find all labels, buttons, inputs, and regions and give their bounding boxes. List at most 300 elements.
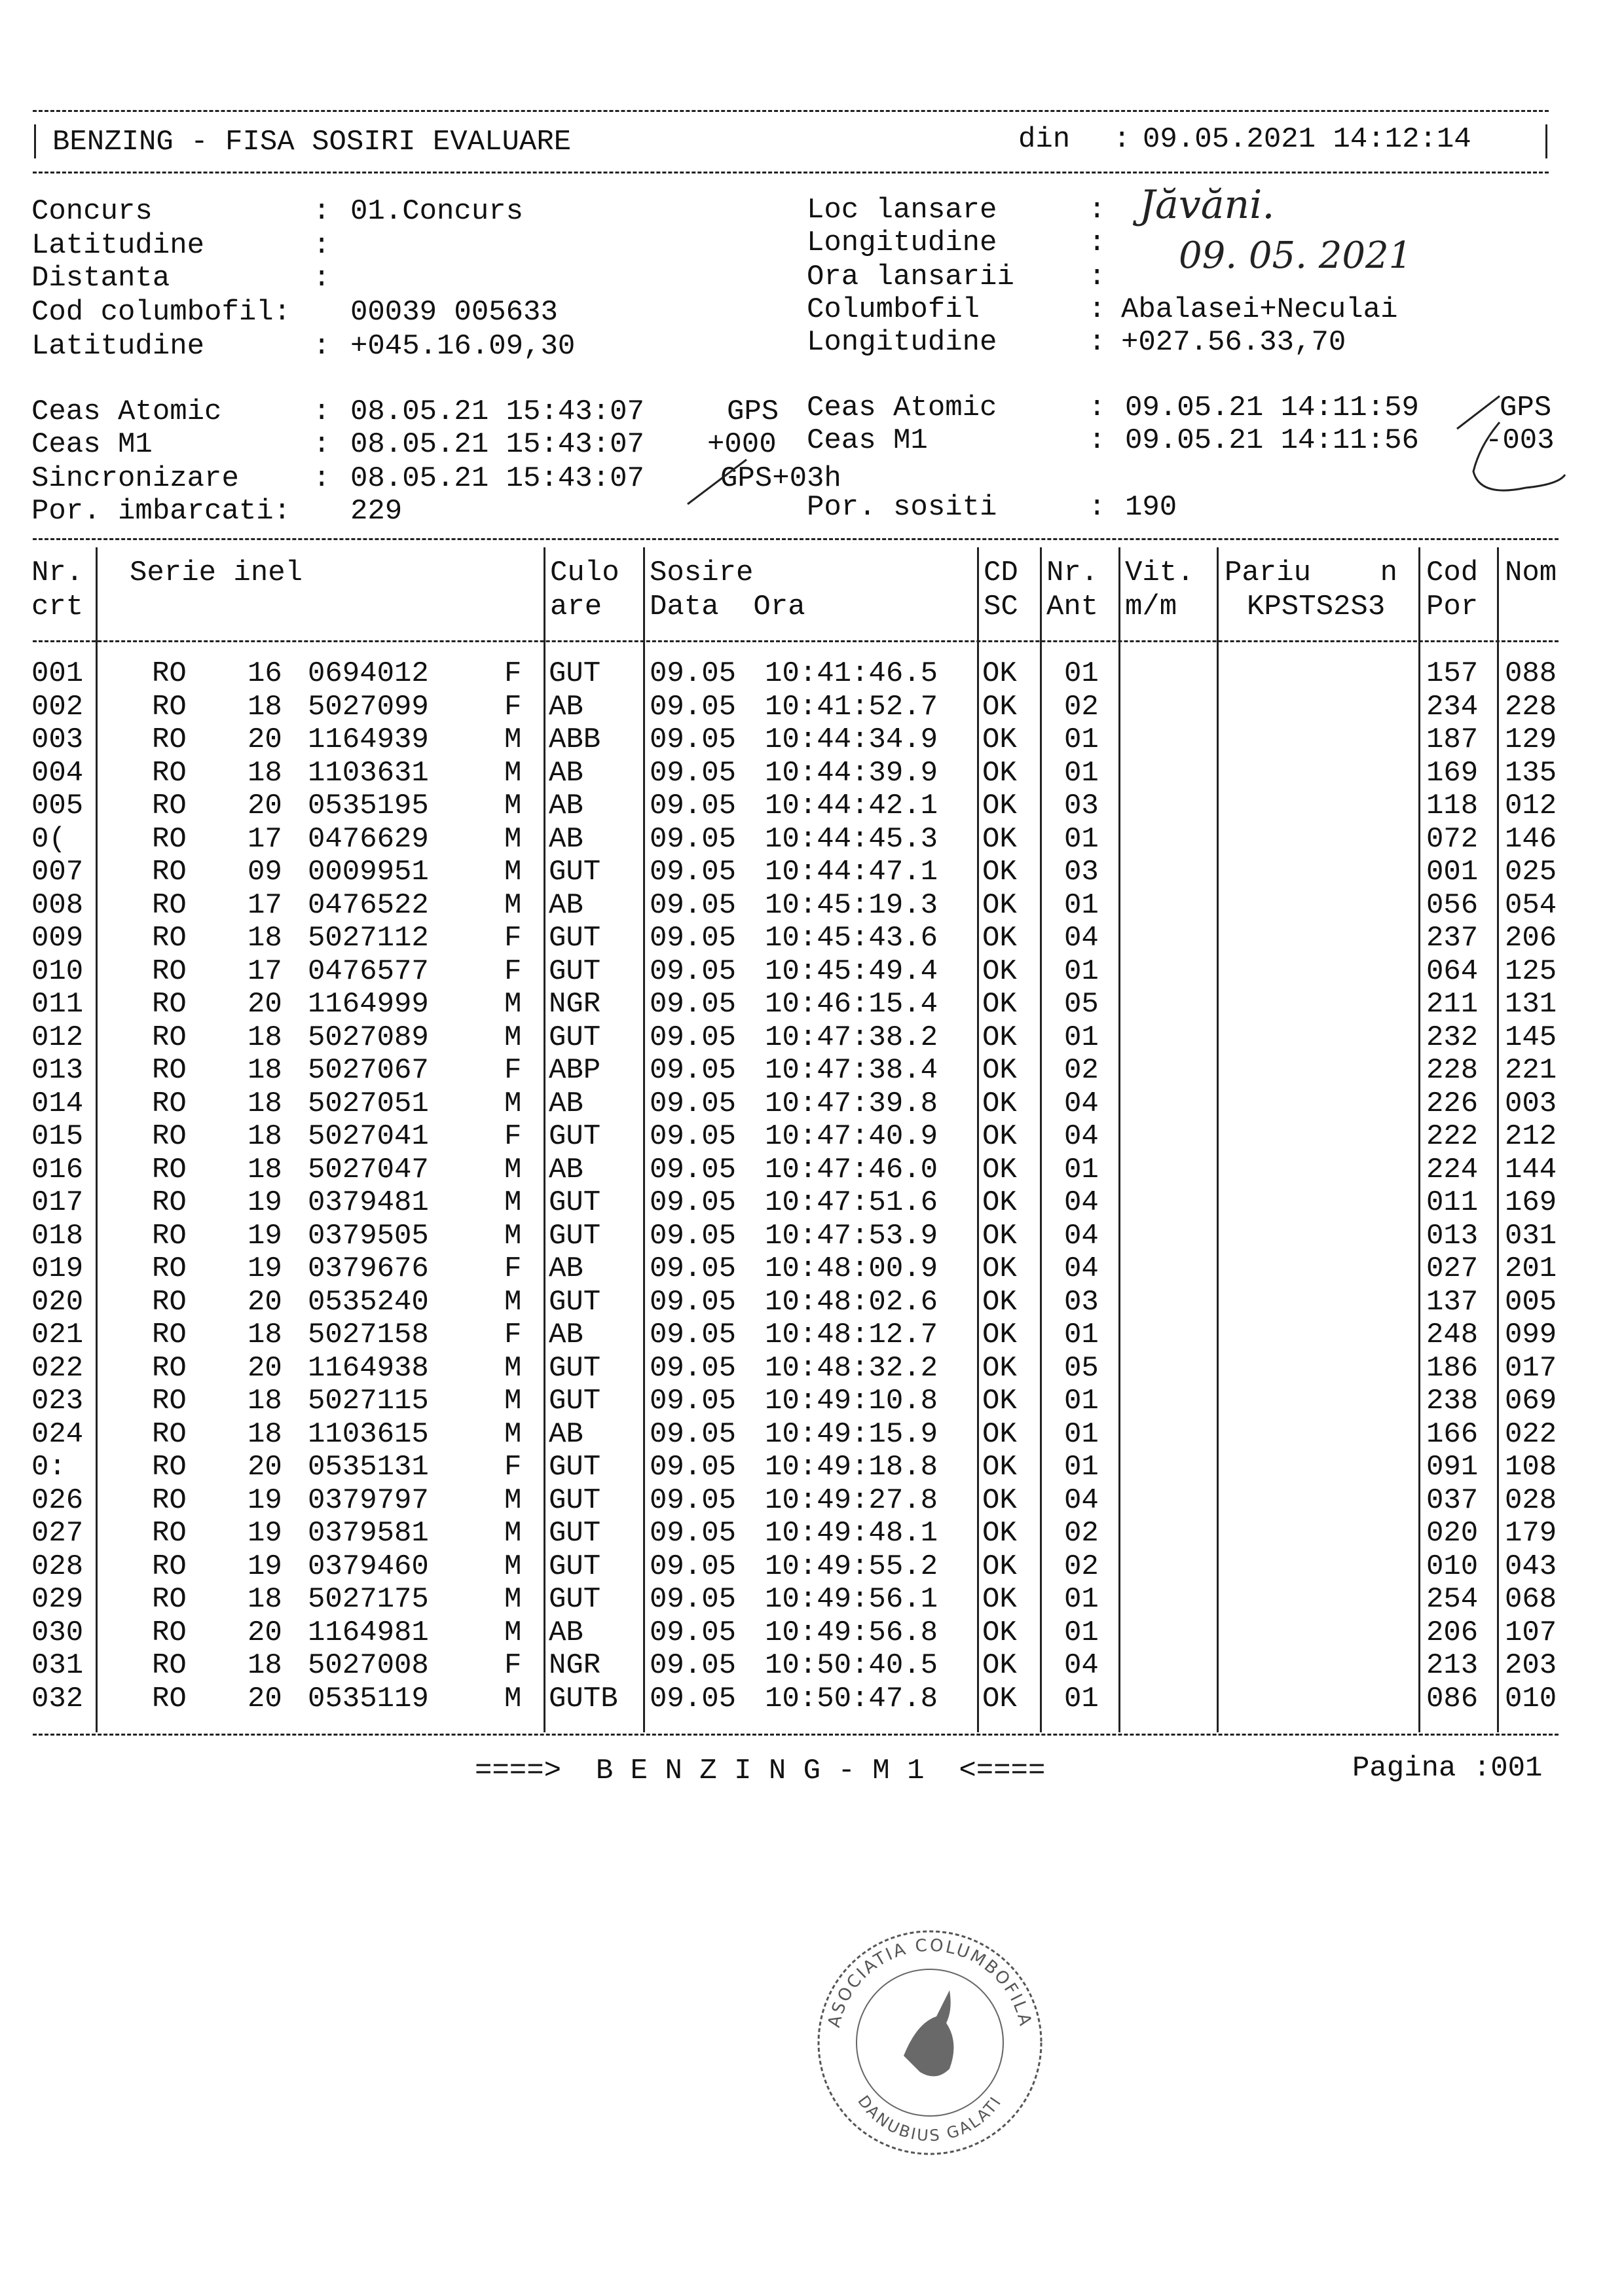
- row-nr-ant: 04: [1064, 1120, 1099, 1153]
- row-nom: 031: [1505, 1219, 1557, 1252]
- header-vit: Vit.: [1125, 556, 1194, 589]
- table-row: [0, 757, 1624, 790]
- row-country: RO: [152, 1186, 187, 1219]
- row-time: 10:45:43.6: [765, 922, 938, 955]
- row-time: 10:47:40.9: [765, 1120, 938, 1153]
- row-year: 17: [248, 955, 282, 988]
- info-label: Columbofil: [807, 293, 980, 326]
- row-time: 10:48:02.6: [765, 1285, 938, 1319]
- row-nom: 212: [1505, 1120, 1557, 1153]
- row-country: RO: [152, 922, 187, 955]
- table-row: [0, 1352, 1624, 1385]
- header-nr-2: crt: [31, 591, 84, 623]
- row-year: 18: [248, 1054, 282, 1087]
- row-cod-por: 248: [1426, 1319, 1479, 1351]
- table-row: [0, 1583, 1624, 1616]
- row-ring: 1103631: [308, 756, 429, 790]
- row-country: RO: [152, 1417, 187, 1451]
- table-row: [0, 691, 1624, 723]
- row-cdsc: OK: [982, 790, 1017, 822]
- row-nom: 146: [1505, 822, 1557, 856]
- header-nr: Nr.: [31, 556, 84, 589]
- row-color: GUT: [549, 1451, 601, 1484]
- row-nr: 018: [31, 1219, 84, 1252]
- header-culoare: Culo: [550, 556, 619, 589]
- row-date: 09.05: [650, 1186, 737, 1219]
- clock-label: Ceas Atomic: [807, 392, 997, 424]
- clock-label: Ceas M1: [31, 428, 153, 461]
- table-row: [0, 1220, 1624, 1252]
- row-cod-por: 011: [1426, 1186, 1479, 1219]
- row-nr: 021: [31, 1319, 84, 1351]
- table-top-border: [33, 538, 1559, 540]
- row-nr: 016: [31, 1153, 84, 1186]
- row-time: 10:48:32.2: [765, 1351, 938, 1385]
- row-cod-por: 211: [1426, 988, 1479, 1021]
- row-nr: 002: [31, 690, 84, 723]
- row-year: 19: [248, 1252, 282, 1285]
- row-nr: 022: [31, 1351, 84, 1385]
- row-time: 10:49:56.8: [765, 1616, 938, 1649]
- row-nom: 012: [1505, 790, 1557, 822]
- row-nr-ant: 04: [1064, 1649, 1099, 1682]
- row-color: AB: [549, 822, 583, 856]
- row-sex: M: [504, 1550, 522, 1583]
- table-row: [0, 1616, 1624, 1649]
- row-color: GUT: [549, 1484, 601, 1517]
- row-nr: 013: [31, 1054, 84, 1087]
- row-sex: M: [504, 988, 522, 1021]
- row-nr-ant: 01: [1064, 1616, 1099, 1649]
- row-date: 09.05: [650, 1417, 737, 1451]
- row-country: RO: [152, 955, 187, 988]
- table-row: [0, 1385, 1624, 1417]
- row-time: 10:44:45.3: [765, 822, 938, 856]
- clock-label: Por. imbarcati:: [31, 495, 291, 528]
- document-page: BENZING - FISA SOSIRI EVALUARE din : 09.05.2021 14:12:14 Concurs : 01.Concurs Latitudine : Distanta : Cod columbofil: 00039 005633 Latitudine : +045.16.09,30 Loc lansare : Longitudine : Ora lansarii : Columbofil : Abalasei+Neculai Longitudine : +027.56.33,70 Jăvăni. 09. 05. 2021 Ceas Atomic : 08.05.21 15:43:07 GPS Ceas M1 : 08.05.21 15:43:07 +000 Sincronizare : 08.05.21 15:43:07 GPS+03h Por. imbarcati: 229 Ceas Atomic : 09.05.21 14:11:59 GPS Ceas M1 : 09.05.21 14:11:56 -003 Por. sositi : 190 Nr. crt Serie inel Culo are Sosire Data Ora CD SC Nr. Ant Vit. m/m Pariu n KPSTS2S3 Cod Por Nom 001 RO 16 0694012 F GUT 09.05 10:41:46.5 OK 01 157 088 002 RO 18 5027099 F AB 09.05 10:41:52.7 OK 02 234 228 003 RO 20 1164939 M ABB 09.05 10:44:34.9 OK 01 187 129 004 RO 18 1103631 M AB 09.05 10:44:39.9 OK 01 169 135 005 RO 20 0535195 M AB 09.05 10:44:42.1 OK 03 118 012 0( RO 17 0476629 M AB 09.05 10:44:45.3 OK 01 072 146 007 RO 09 0009951 M GUT 09.05 10:44:47.1 OK 03 001 025 008 RO 17 0476522 M AB 09.05 10:45:19.3 OK 01 056 054 009 RO 18 5027112 F GUT 09.05 10:45:43.6 OK 04 237 206 010 RO 17 0476577 F GUT 09.05 10:45:49.4 OK 01 064 125 011 RO 20 1164999 M NGR 09.05 10:46:15.4 OK 05 211 131 012 RO 18 5027089 M GUT 09.05 10:47:38.2 OK 01 232 145 013 RO 18 5027067 F ABP 09.05 10:47:38.4 OK 02 228 221 014 RO 18 5027051 M AB 09.05 10:47:39.8 OK 04 226 003 015 RO 18 5027041 F GUT 09.05 10:47:40.9 OK 04 222 212 016 RO 18 5027047 M AB 09.05 10:47:46.0 OK 01 224 144 017 RO 19 0379481 M GUT 09.05 10:47:51.6 OK 04 011 169 018 RO 19 0379505 M GUT 09.05 10:47:53.9 OK 04 013 031 019 RO 19 0379676 F AB 09.05 10:48:00.9 OK 04 027 201 020 RO 20 0535240 M GUT 09.05 10:48:02.6 OK 03 137 005 021 RO 18 5027158 F AB 09.05 10:48:12.7 OK 01 248 099 022 RO 20 1164938 M GUT 09.05 10:48:32.2 OK 05 186 017 023 RO 18 5027115 M GUT 09.05 10:49:10.8 OK 01 238 069 024 RO 18 1103615 M AB 09.05 10:49:15.9 OK 01 166 022 0: RO 20 0535131 F GUT 09.05 10:49:18.8 OK 01 091 108 026 RO 19 0379797 M GUT 09.05 10:49:27.8 OK 04 037 028 027 RO 19 0379581 M GUT 09.05 10:49:48.1 OK 02 020 179 028 RO 19 0379460 M GUT 09.05 10:49:55.2 OK 02 010 043 029 RO 18 5027175 M GUT 09.05 10:49:56.1 OK 01 254 068 030 RO 20 1164981 M AB 09.05 10:49:56.8 OK 01 206 107 031 RO 18 5027008 F NGR 09.05 10:50:40.5 OK 04 213 203 032 RO 20 0535119 M GUTB 09.05 10:50:47.8 OK 01 086 010 ====> B E N Z I N G - M 1 <==== Pagina :001 ASOCIATIA COLUMBOFILA DANUBIUS GALATI: [0, 0, 1624, 2296]
- row-cdsc: OK: [982, 1682, 1017, 1715]
- row-color: ABB: [549, 723, 601, 756]
- row-color: AB: [549, 1616, 583, 1649]
- row-country: RO: [152, 988, 187, 1021]
- row-ring: 0535119: [308, 1682, 429, 1715]
- row-nom: 068: [1505, 1583, 1557, 1616]
- row-time: 10:47:38.4: [765, 1054, 938, 1087]
- row-nom: 028: [1505, 1484, 1557, 1517]
- row-date: 09.05: [650, 1583, 737, 1616]
- row-date: 09.05: [650, 723, 737, 756]
- row-year: 18: [248, 1385, 282, 1417]
- row-year: 19: [248, 1186, 282, 1219]
- row-ring: 0009951: [308, 856, 429, 888]
- row-nr: 010: [31, 955, 84, 988]
- table-row: [0, 723, 1624, 756]
- row-nom: 022: [1505, 1417, 1557, 1451]
- row-time: 10:44:47.1: [765, 856, 938, 888]
- row-year: 18: [248, 1087, 282, 1120]
- row-nr-ant: 04: [1064, 922, 1099, 955]
- row-cod-por: 226: [1426, 1087, 1479, 1120]
- stamp-text-top: ASOCIATIA COLUMBOFILA: [824, 1935, 1036, 2030]
- row-time: 10:49:56.1: [765, 1583, 938, 1616]
- row-ring: 0379460: [308, 1550, 429, 1583]
- row-date: 09.05: [650, 1087, 737, 1120]
- table-row: [0, 1186, 1624, 1219]
- row-cdsc: OK: [982, 1517, 1017, 1550]
- row-sex: M: [504, 1616, 522, 1649]
- handwritten-date: 09. 05. 2021: [1179, 234, 1412, 277]
- row-nom: 017: [1505, 1351, 1557, 1385]
- row-color: AB: [549, 1319, 583, 1351]
- row-year: 18: [248, 1649, 282, 1682]
- info-label: Distanta: [31, 262, 170, 295]
- row-time: 10:46:15.4: [765, 988, 938, 1021]
- row-nr: 001: [31, 657, 84, 690]
- row-sex: M: [504, 888, 522, 922]
- row-country: RO: [152, 1550, 187, 1583]
- table-row: [0, 922, 1624, 955]
- table-row: [0, 1517, 1624, 1550]
- table-row: [0, 889, 1624, 922]
- row-sex: M: [504, 1087, 522, 1120]
- row-sex: M: [504, 723, 522, 756]
- table-row: [0, 823, 1624, 856]
- row-color: AB: [549, 1417, 583, 1451]
- row-date: 09.05: [650, 690, 737, 723]
- row-ring: 1164999: [308, 988, 429, 1021]
- clock-extra: GPS+03h: [720, 462, 841, 495]
- row-cdsc: OK: [982, 1417, 1017, 1451]
- row-cod-por: 228: [1426, 1054, 1479, 1087]
- row-color: NGR: [549, 988, 601, 1021]
- row-nr-ant: 01: [1064, 1417, 1099, 1451]
- row-cod-por: 118: [1426, 790, 1479, 822]
- row-nr-ant: 01: [1064, 723, 1099, 756]
- clock-value: 09.05.21 14:11:59: [1125, 392, 1419, 424]
- row-nom: 169: [1505, 1186, 1557, 1219]
- row-color: GUT: [549, 1517, 601, 1550]
- row-color: GUT: [549, 657, 601, 690]
- row-date: 09.05: [650, 1120, 737, 1153]
- row-nom: 043: [1505, 1550, 1557, 1583]
- row-country: RO: [152, 1252, 187, 1285]
- row-country: RO: [152, 856, 187, 888]
- row-time: 10:49:10.8: [765, 1385, 938, 1417]
- row-date: 09.05: [650, 1153, 737, 1186]
- row-color: AB: [549, 888, 583, 922]
- row-color: GUT: [549, 1219, 601, 1252]
- row-country: RO: [152, 1120, 187, 1153]
- row-nr-ant: 04: [1064, 1186, 1099, 1219]
- table-row: [0, 1286, 1624, 1319]
- row-color: AB: [549, 1153, 583, 1186]
- row-color: GUT: [549, 856, 601, 888]
- info-value: 00039 005633: [350, 296, 558, 329]
- row-cdsc: OK: [982, 1219, 1017, 1252]
- row-nr-ant: 02: [1064, 1517, 1099, 1550]
- row-country: RO: [152, 1319, 187, 1351]
- row-country: RO: [152, 1219, 187, 1252]
- row-nom: 144: [1505, 1153, 1557, 1186]
- row-cod-por: 186: [1426, 1351, 1479, 1385]
- row-nr: 019: [31, 1252, 84, 1285]
- row-date: 09.05: [650, 1285, 737, 1319]
- row-ring: 0379797: [308, 1484, 429, 1517]
- row-cod-por: 056: [1426, 888, 1479, 922]
- row-nr-ant: 02: [1064, 1054, 1099, 1087]
- row-country: RO: [152, 690, 187, 723]
- row-color: AB: [549, 690, 583, 723]
- row-ring: 0535240: [308, 1285, 429, 1319]
- row-sex: M: [504, 1186, 522, 1219]
- row-sex: M: [504, 1484, 522, 1517]
- row-sex: F: [504, 1054, 522, 1087]
- row-country: RO: [152, 888, 187, 922]
- row-nom: 206: [1505, 922, 1557, 955]
- row-country: RO: [152, 723, 187, 756]
- row-sex: F: [504, 1451, 522, 1484]
- row-color: ABP: [549, 1054, 601, 1087]
- info-value: +027.56.33,70: [1121, 326, 1346, 359]
- header-pariu: Pariu n: [1225, 556, 1398, 589]
- header-serie-inel: Serie inel: [130, 556, 303, 589]
- row-nr-ant: 04: [1064, 1484, 1099, 1517]
- row-ring: 1164981: [308, 1616, 429, 1649]
- row-ring: 5027112: [308, 922, 429, 955]
- row-time: 10:47:39.8: [765, 1087, 938, 1120]
- info-label: Cod columbofil:: [31, 296, 291, 329]
- row-cdsc: OK: [982, 988, 1017, 1021]
- row-cdsc: OK: [982, 1351, 1017, 1385]
- row-year: 19: [248, 1484, 282, 1517]
- row-cdsc: OK: [982, 1087, 1017, 1120]
- row-time: 10:44:42.1: [765, 790, 938, 822]
- info-label: Concurs: [31, 195, 153, 228]
- row-nr-ant: 03: [1064, 856, 1099, 888]
- stamp-text-bottom: DANUBIUS GALATI: [854, 2092, 1006, 2145]
- row-color: GUT: [549, 1285, 601, 1319]
- row-sex: M: [504, 790, 522, 822]
- row-time: 10:44:39.9: [765, 756, 938, 790]
- row-color: AB: [549, 1252, 583, 1285]
- row-nom: 135: [1505, 756, 1557, 790]
- row-year: 20: [248, 1351, 282, 1385]
- row-nr-ant: 01: [1064, 888, 1099, 922]
- row-nr-ant: 05: [1064, 988, 1099, 1021]
- row-nr: 012: [31, 1021, 84, 1054]
- row-nr: 024: [31, 1417, 84, 1451]
- row-sex: F: [504, 1319, 522, 1351]
- document-title: BENZING - FISA SOSIRI EVALUARE: [52, 126, 572, 158]
- row-cdsc: OK: [982, 723, 1017, 756]
- row-ring: 0694012: [308, 657, 429, 690]
- row-nr: 031: [31, 1649, 84, 1682]
- row-cod-por: 237: [1426, 922, 1479, 955]
- row-cdsc: OK: [982, 1583, 1017, 1616]
- row-nr: 030: [31, 1616, 84, 1649]
- row-country: RO: [152, 1054, 187, 1087]
- row-cod-por: 027: [1426, 1252, 1479, 1285]
- row-nr-ant: 01: [1064, 1153, 1099, 1186]
- row-year: 18: [248, 1021, 282, 1054]
- row-cod-por: 086: [1426, 1682, 1479, 1715]
- row-nr: 005: [31, 790, 84, 822]
- row-date: 09.05: [650, 1319, 737, 1351]
- clock-value: 08.05.21 15:43:07: [350, 428, 644, 461]
- row-year: 09: [248, 856, 282, 888]
- row-nr: 028: [31, 1550, 84, 1583]
- row-country: RO: [152, 1649, 187, 1682]
- row-cdsc: OK: [982, 1285, 1017, 1319]
- row-sex: M: [504, 1583, 522, 1616]
- row-cdsc: OK: [982, 922, 1017, 955]
- row-cdsc: OK: [982, 888, 1017, 922]
- row-cod-por: 254: [1426, 1583, 1479, 1616]
- row-time: 10:48:00.9: [765, 1252, 938, 1285]
- row-nr-ant: 01: [1064, 955, 1099, 988]
- clock-label: Ceas M1: [807, 424, 928, 457]
- row-nr-ant: 01: [1064, 1021, 1099, 1054]
- row-nom: 025: [1505, 856, 1557, 888]
- clock-extra: GPS: [1500, 392, 1552, 424]
- info-label: Longitudine: [807, 326, 997, 359]
- row-cod-por: 013: [1426, 1219, 1479, 1252]
- row-nr: 011: [31, 988, 84, 1021]
- row-nr: 009: [31, 922, 84, 955]
- info-label: Longitudine: [807, 227, 997, 259]
- arrived-count: 190: [1125, 491, 1177, 524]
- row-date: 09.05: [650, 1517, 737, 1550]
- row-date: 09.05: [650, 1385, 737, 1417]
- row-ring: 5027041: [308, 1120, 429, 1153]
- row-country: RO: [152, 657, 187, 690]
- clock-value: 08.05.21 15:43:07: [350, 395, 644, 428]
- row-nr: 014: [31, 1087, 84, 1120]
- row-nom: 145: [1505, 1021, 1557, 1054]
- row-nr-ant: 02: [1064, 690, 1099, 723]
- clock-extra: GPS: [727, 395, 779, 428]
- page-number: Pagina :001: [1352, 1752, 1543, 1785]
- row-nr-ant: 01: [1064, 1451, 1099, 1484]
- table-row: [0, 1683, 1624, 1715]
- row-date: 09.05: [650, 1252, 737, 1285]
- row-ring: 0379676: [308, 1252, 429, 1285]
- info-label: Ora lansarii: [807, 261, 1014, 293]
- row-nr: 015: [31, 1120, 84, 1153]
- row-time: 10:41:46.5: [765, 657, 938, 690]
- row-nr: 0:: [31, 1451, 66, 1484]
- row-cdsc: OK: [982, 1054, 1017, 1087]
- row-year: 18: [248, 922, 282, 955]
- row-sex: M: [504, 1219, 522, 1252]
- row-nr-ant: 02: [1064, 1550, 1099, 1583]
- row-ring: 1164938: [308, 1351, 429, 1385]
- row-date: 09.05: [650, 1021, 737, 1054]
- header-nr-ant: Nr.: [1046, 556, 1099, 589]
- table-row: [0, 856, 1624, 888]
- row-sex: M: [504, 1153, 522, 1186]
- header-por: Por: [1426, 591, 1479, 623]
- row-cdsc: OK: [982, 1021, 1017, 1054]
- row-date: 09.05: [650, 1682, 737, 1715]
- row-cdsc: OK: [982, 1649, 1017, 1682]
- row-color: AB: [549, 1087, 583, 1120]
- row-color: GUT: [549, 1550, 601, 1583]
- row-time: 10:45:19.3: [765, 888, 938, 922]
- row-nom: 005: [1505, 1285, 1557, 1319]
- row-sex: F: [504, 1649, 522, 1682]
- row-nr: 020: [31, 1285, 84, 1319]
- row-country: RO: [152, 1385, 187, 1417]
- clock-label: Por. sositi: [807, 491, 997, 524]
- row-country: RO: [152, 1087, 187, 1120]
- row-nr: 023: [31, 1385, 84, 1417]
- row-ring: 0379581: [308, 1517, 429, 1550]
- row-country: RO: [152, 1153, 187, 1186]
- table-row: [0, 1319, 1624, 1351]
- row-ring: 5027047: [308, 1153, 429, 1186]
- row-cod-por: 169: [1426, 756, 1479, 790]
- row-cod-por: 137: [1426, 1285, 1479, 1319]
- row-nr-ant: 01: [1064, 1385, 1099, 1417]
- row-nom: 203: [1505, 1649, 1557, 1682]
- row-color: GUT: [549, 1583, 601, 1616]
- row-cod-por: 157: [1426, 657, 1479, 690]
- row-color: GUT: [549, 1120, 601, 1153]
- row-sex: F: [504, 657, 522, 690]
- row-year: 20: [248, 1616, 282, 1649]
- row-country: RO: [152, 1021, 187, 1054]
- row-cdsc: OK: [982, 1451, 1017, 1484]
- row-cdsc: OK: [982, 1550, 1017, 1583]
- row-cod-por: 072: [1426, 822, 1479, 856]
- row-year: 20: [248, 1285, 282, 1319]
- row-date: 09.05: [650, 888, 737, 922]
- row-cod-por: 166: [1426, 1417, 1479, 1451]
- row-sex: F: [504, 922, 522, 955]
- row-cod-por: 020: [1426, 1517, 1479, 1550]
- row-color: GUT: [549, 1351, 601, 1385]
- row-year: 20: [248, 790, 282, 822]
- row-nom: 108: [1505, 1451, 1557, 1484]
- row-time: 10:49:48.1: [765, 1517, 938, 1550]
- row-nr-ant: 03: [1064, 1285, 1099, 1319]
- row-year: 18: [248, 1319, 282, 1351]
- row-country: RO: [152, 1351, 187, 1385]
- row-cdsc: OK: [982, 1385, 1017, 1417]
- clock-value: 09.05.21 14:11:56: [1125, 424, 1419, 457]
- row-sex: M: [504, 1285, 522, 1319]
- header-separator: [33, 640, 1559, 642]
- table-row: [0, 1154, 1624, 1186]
- table-row: [0, 1054, 1624, 1087]
- row-date: 09.05: [650, 756, 737, 790]
- row-country: RO: [152, 756, 187, 790]
- row-sex: M: [504, 1682, 522, 1715]
- row-color: AB: [549, 756, 583, 790]
- row-year: 19: [248, 1517, 282, 1550]
- row-nr-ant: 01: [1064, 822, 1099, 856]
- row-ring: 1164939: [308, 723, 429, 756]
- header-culoare-2: are: [550, 591, 602, 623]
- row-ring: 5027089: [308, 1021, 429, 1054]
- row-ring: 0476577: [308, 955, 429, 988]
- row-time: 10:47:53.9: [765, 1219, 938, 1252]
- row-time: 10:47:38.2: [765, 1021, 938, 1054]
- row-ring: 0476522: [308, 888, 429, 922]
- row-nr: 032: [31, 1682, 84, 1715]
- table-row: [0, 988, 1624, 1021]
